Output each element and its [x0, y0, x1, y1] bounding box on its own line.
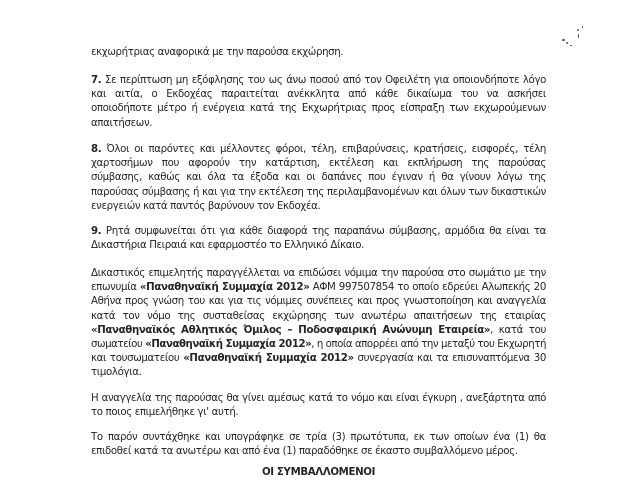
clause-text: ενεργειών κατά παντός βαρύνουν τον Εκδοχέα. — [91, 200, 321, 212]
clause-8 — [91, 143, 546, 214]
clause-9 — [91, 225, 546, 253]
paragraph-text: Το παρόν συντάχθηκε και υπογράφηκε σε τρία (3) πρωτότυπα, εκ των οποίων ένα (1) θα — [91, 432, 546, 443]
paragraph-text: επωνυμία — [91, 282, 140, 294]
club-name: «Παναθηναϊκή Συμμαχία 2012» — [183, 353, 354, 365]
clause-text: σύμβασης, καθώς και όλα τα έξοδα και οι δαπάνες που έγιναν ή θα γίνουν λόγω της — [91, 172, 546, 184]
bailiff-paragraph — [91, 267, 546, 381]
clause-text: χαρτοσήμων που αφορούν την κατάρτιση, εκτέλεση και εκπλήρωση της παρούσας — [91, 158, 546, 170]
clause-text: Σε περίπτωση μη εξόφλησης του ως άνω ποσού από τον Οφειλέτη για οποιονδήποτε λόγο — [104, 75, 547, 86]
paragraph-text: συνεργασία και τα επισυναπτόμενα 30 — [353, 353, 546, 365]
clause-text: παρούσας σύμβασης ή και για την εκτέλεση της περιλαμβανομένων και όλων των δικαστικών — [91, 186, 546, 198]
continuation-paragraph — [91, 46, 546, 60]
paragraph-text: επιδοθεί κατά τα ανωτέρω και από ένα (1) παραδόθηκε σε έκαστο συμβαλλόμενο μέρος. — [91, 446, 518, 458]
clause-7 — [91, 74, 546, 131]
paragraph-text: Αθήνα προς γνώση του και για τις νόμιμες συνέπειες και προς γνωστοποίηση και αναγγελία — [91, 296, 546, 308]
clause-text: Δικαστήρια Πειραιά και εφαρμοστέο το Ελληνικό Δίκαιο. — [91, 240, 365, 252]
paragraph-text: , η οποία απορρέει από την μεταξύ του Εκχωρητή — [311, 339, 546, 351]
paragraph-text: και τουσωματείου — [91, 353, 184, 365]
clause-number: 8. — [91, 144, 102, 155]
paragraph-text: το ποιος επιμελήθηκε γι' αυτή. — [91, 407, 239, 419]
clause-number: 7. — [91, 75, 102, 86]
club-name: «Παναθηναϊκή Συμμαχία 2012» — [145, 339, 312, 351]
clause-text: απαιτήσεων. — [91, 117, 153, 129]
notice-paragraph — [91, 392, 546, 420]
clause-text: Όλοι οι παρόντες και μέλλοντες φόροι, τέλη, επιβαρύνσεις, κρατήσεις, εισφορές, τέλη — [106, 144, 546, 155]
scan-marks — [560, 25, 600, 55]
continuation-text: εκχωρήτριας αναφορικά με την παρούσα εκχώρηση. — [91, 47, 344, 58]
paragraph-text: κατά τον νόμο της συσταθείσας εκχώρησης των ανωτέρω απαιτήσεων της εταιρίας — [91, 310, 546, 322]
club-name: «Παναθηναϊκή Συμμαχία 2012» — [139, 282, 310, 294]
clause-number: 9. — [91, 226, 102, 237]
paragraph-text: , κατά του — [490, 324, 547, 336]
paragraph-text: ΑΦΜ 997507854 το οποίο εδρεύει Αλωπεκής 20 — [309, 282, 546, 294]
paragraph-text: Δικαστικός επιμελητής παραγγέλλεται να επιδώσει νόμιμα την παρούσα στο σωμάτιο με την — [91, 268, 546, 279]
clause-text: Ρητά συμφωνείται ότι για κάθε διαφορά της παραπάνω σύμβασης, αρμόδια θα είναι τα — [105, 226, 546, 237]
clause-text: και αιτία, ο Εκδοχέας παραιτείται ανέκκλητα από κάθε δικαίωμα του να ασκήσει — [91, 89, 546, 101]
company-name: «Παναθηναϊκός Αθλητικός Όμιλος – Ποδοσφαιρική Ανώνυμη Εταιρεία» — [91, 324, 491, 336]
signatories-heading: ΟΙ ΣΥΜΒΑΛΛΟΜΕΝΟΙ — [261, 467, 376, 478]
originals-paragraph — [91, 431, 546, 459]
paragraph-text: Η αναγγελία της παρούσας θα γίνει αμέσως κατά το νόμο και είναι έγκυρη , ανεξάρτητα από — [91, 393, 546, 404]
paragraph-text: σωματείου — [91, 339, 146, 351]
clause-text: οποιοδήποτε μέτρο ή ενέργεια κατά της Εκχωρήτριας προς είσπραξη των εκχωρούμενων — [91, 103, 546, 115]
paragraph-text: τιμολόγια. — [91, 367, 142, 379]
